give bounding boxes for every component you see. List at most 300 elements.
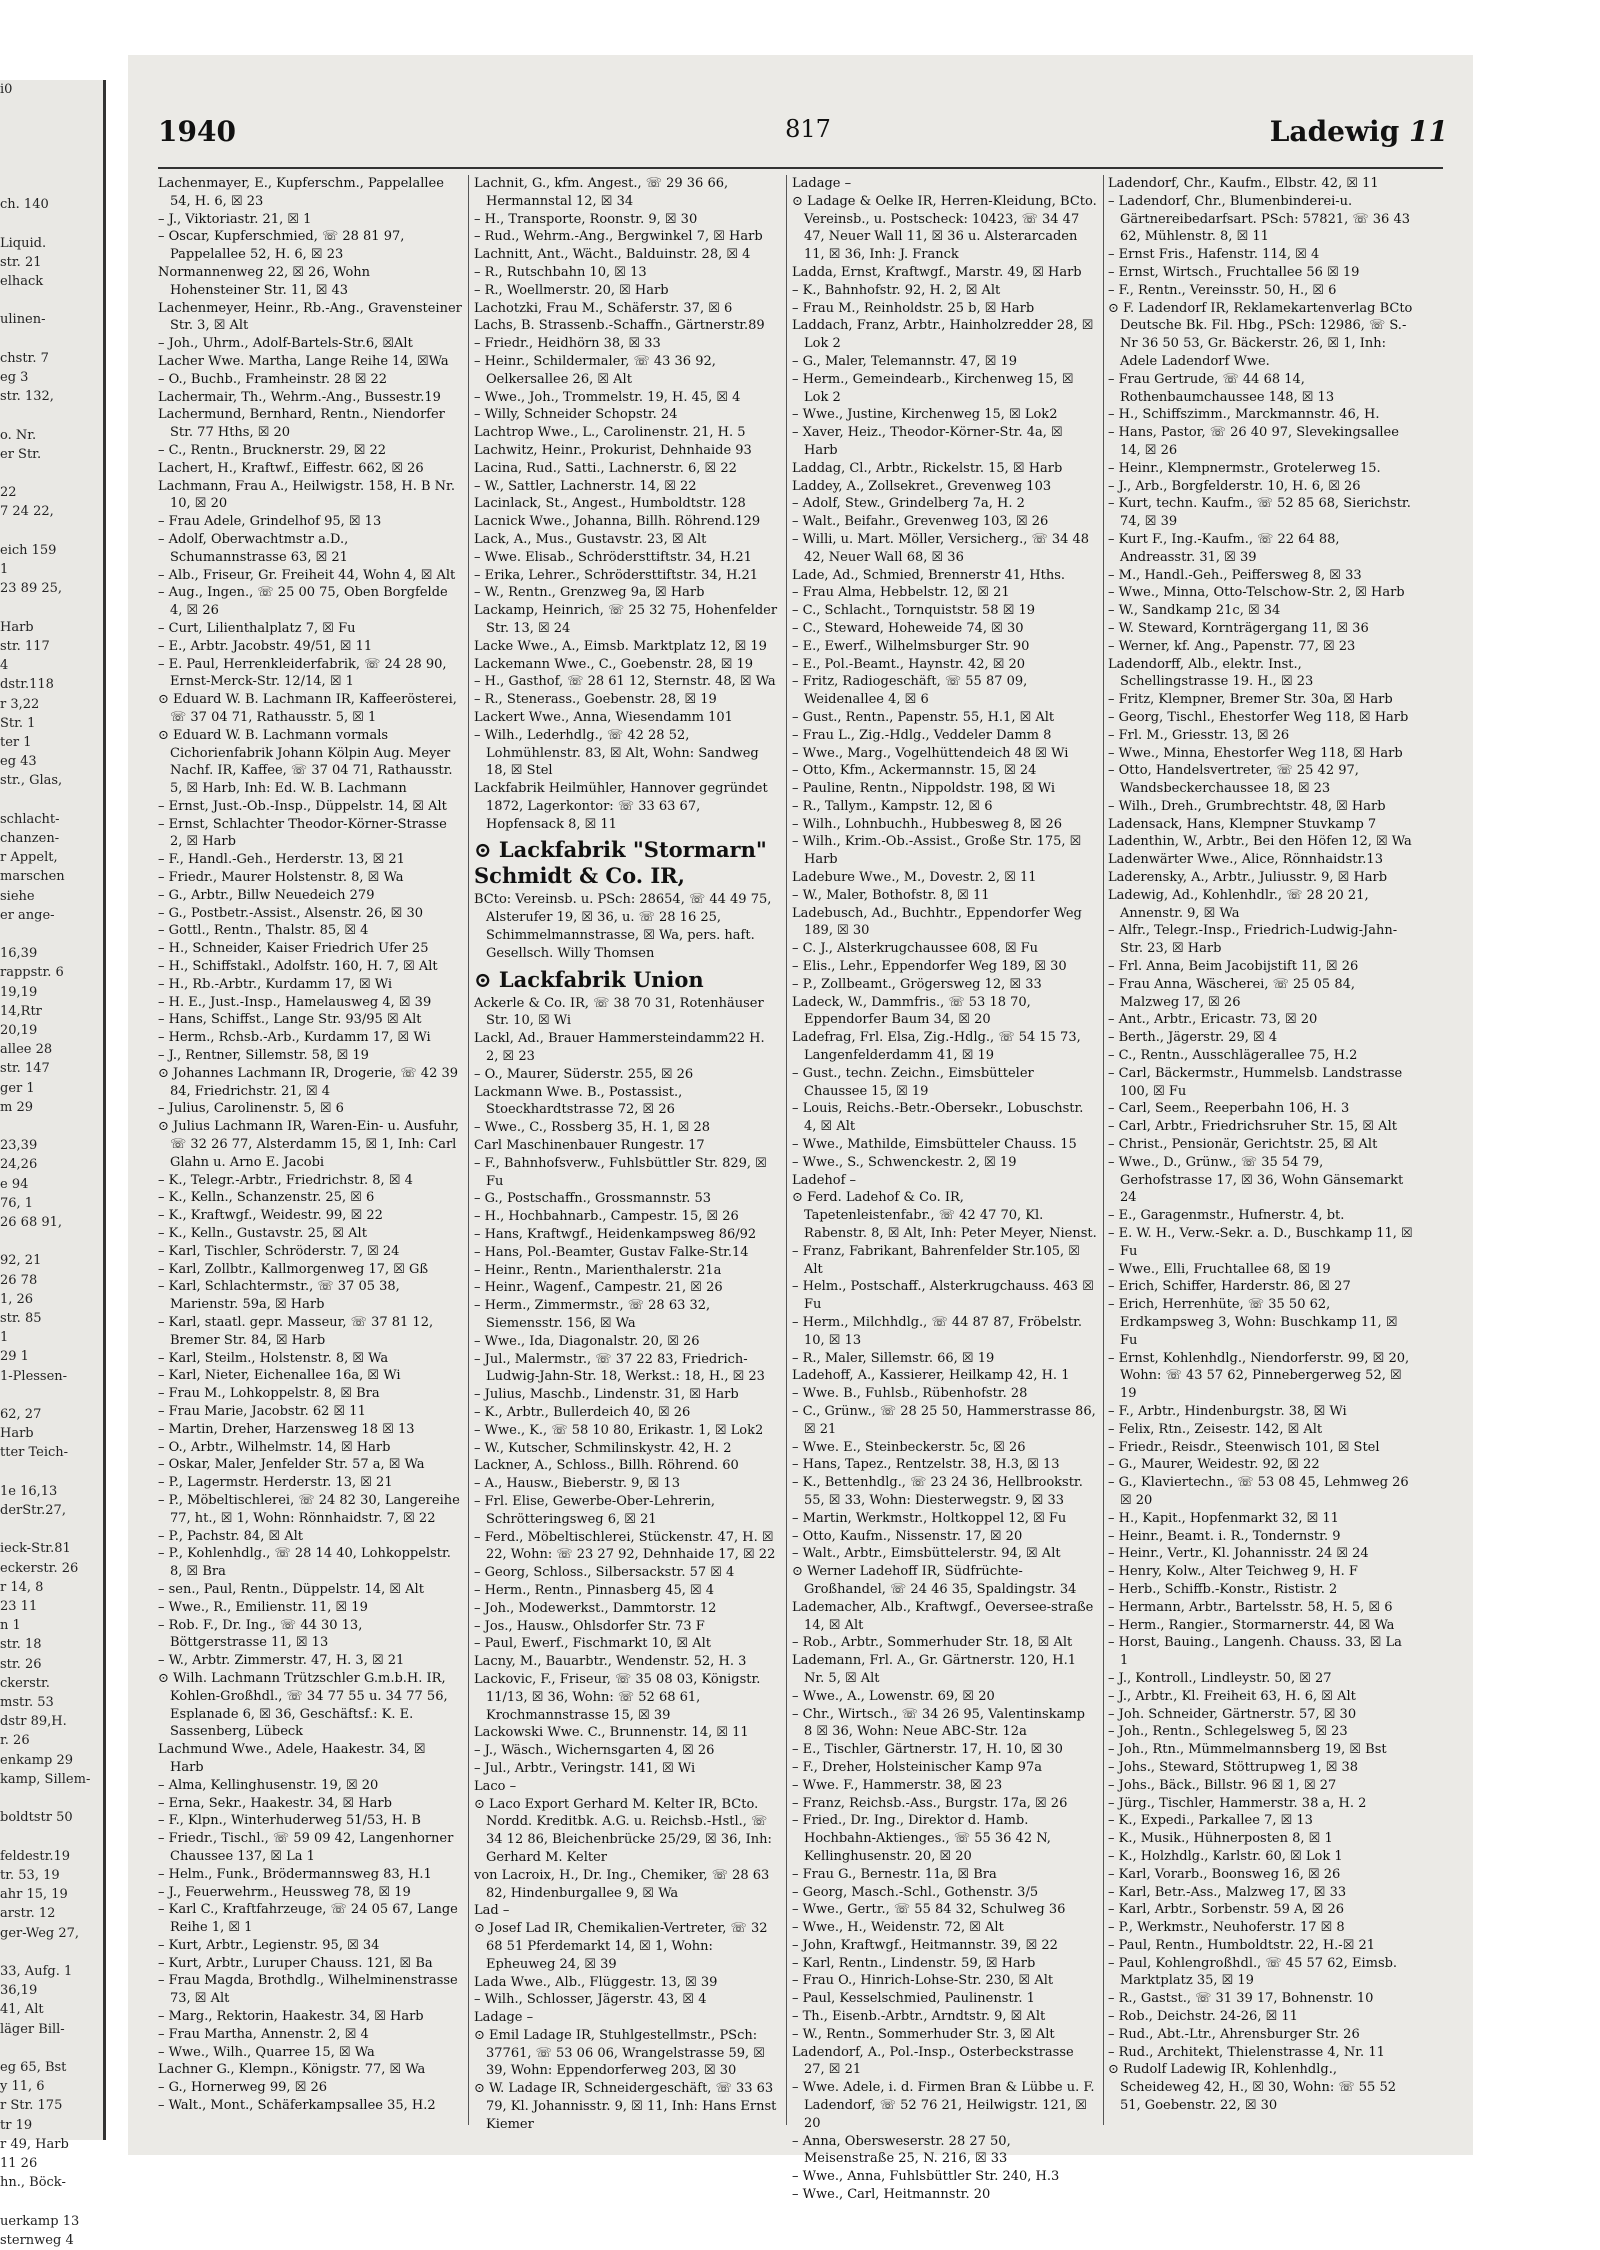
directory-entry: – Rob., Deichstr. 24-26, ☒ 11: [1108, 2009, 1298, 2025]
directory-entry: Laddag, Cl., Arbtr., Rickelstr. 15, ☒ Harb: [792, 460, 1063, 476]
directory-entry: – A., Hausw., Bieberstr. 9, ☒ 13: [474, 1476, 680, 1492]
directory-entry: – Joh. Schneider, Gärtnerstr. 57, ☒ 30: [1108, 1706, 1357, 1722]
left-fragment-line: er ange-: [0, 907, 55, 923]
directory-entry: – O., Buchb., Framheinstr. 28 ☒ 22: [158, 371, 388, 387]
directory-entry: – Hans, Pol.-Beamter, Gustav Falke-Str.14: [474, 1244, 749, 1260]
left-fragment-line: 1: [0, 562, 9, 578]
left-fragment-line: ger-Weg 27,: [0, 1925, 80, 1941]
directory-entry: – H., Rb.-Arbtr., Kurdamm 17, ☒ Wi: [158, 976, 393, 992]
left-fragment-line: str. 147: [0, 1061, 50, 1077]
directory-entry: Lackemann Wwe., C., Goebenstr. 28, ☒ 19: [474, 656, 754, 672]
directory-entry: – Louis, Reichs.-Betr.-Obersekr., Lobuschstr. 4, ☒ Alt: [792, 1101, 1084, 1135]
left-fragment-line: 11 26: [0, 2155, 38, 2171]
directory-entry: – Heinr., Wagenf., Campestr. 21, ☒ 26: [474, 1280, 723, 1296]
directory-entry: – H., Transporte, Roonstr. 9, ☒ 30: [474, 211, 698, 227]
left-fragment-line: [0, 1943, 103, 1962]
left-fragment-line: ahr 15, 19: [0, 1887, 68, 1903]
directory-entry: ⊙ Ladage & Oelke IR, Herren-Kleidung, BCto. Vereinsb., u. Postscheck: 10423, ☏ 34 47 47, Neuer Wall 11, ☒ 36 u. Alsterarcaden 11, ☒ 36, Inh: J. Franck: [792, 193, 1097, 263]
directory-entry: – P., Möbeltischlerei, ☏ 24 82 30, Langereihe 77, ht., ☒ 1, Wohn: Rönnhaidstr. 7, ☒ 22: [158, 1492, 460, 1526]
directory-entry: – Curt, Lilienthalplatz 7, ☒ Fu: [158, 620, 356, 636]
left-fragment-line: e 94: [0, 1176, 29, 1192]
directory-entry: – Ferd., Möbeltischlerei, Stückenstr. 47, H. ☒ 22, Wohn: ☏ 23 27 92, Dehnhaide 17, ☒ 22: [474, 1529, 776, 1563]
directory-entry: Lackovic, F., Friseur, ☏ 35 08 03, Königstr. 11/13, ☒ 36, Wohn: ☏ 52 68 61, Krochmannstrasse 15, ☒ 39: [474, 1671, 761, 1723]
left-fragment-line: [0, 1827, 103, 1846]
directory-entry: – Oscar, Kupferschmied, ☏ 28 81 97, Pappelallee 52, H. 6, ☒ 23: [158, 229, 405, 263]
left-fragment-line: 26 68 91,: [0, 1214, 63, 1230]
directory-entry: – Hans, Pastor, ☏ 26 40 97, Slevekingsallee 14, ☒ 26: [1108, 425, 1399, 458]
directory-entry: – Wilh., Dreh., Grumbrechtstr. 48, ☒ Harb: [1108, 798, 1386, 814]
directory-entry: – Werner, kf. Ang., Papenstr. 77, ☒ 23: [1108, 638, 1356, 654]
directory-entry: – J., Wäsch., Wichernsgarten 4, ☒ 26: [474, 1743, 715, 1759]
directory-entry: – Karl, Nieter, Eichenallee 16a, ☒ Wi: [158, 1368, 401, 1384]
directory-entry: – C., Grünw., ☏ 28 25 50, Hammerstrasse 86, ☒ 21: [792, 1403, 1096, 1437]
directory-entry: – Erika, Lehrer., Schrödersttiftstr. 34, H.21: [474, 567, 759, 583]
left-fragment-line: ch. 140: [0, 197, 49, 213]
directory-entry: – Wilh., Schlosser, Jägerstr. 43, ☒ 4: [474, 1992, 707, 2008]
left-fragment-line: o. Nr.: [0, 427, 37, 443]
directory-entry: Lacnick Wwe., Johanna, Billh. Röhrend.129: [474, 514, 761, 530]
column-divider: [468, 175, 469, 2125]
directory-entry: – Wwe., Gertr., ☏ 55 84 32, Schulweg 36: [792, 1902, 1066, 1918]
directory-entry: Laco –: [474, 1778, 517, 1794]
left-fragment-line: derStr.27,: [0, 1503, 66, 1519]
directory-entry: – Rud., Abt.-Ltr., Ahrensburger Str. 26: [1108, 2026, 1360, 2042]
directory-entry: Ladage –: [792, 176, 852, 191]
directory-entry: – Frl. Elise, Gewerbe-Ober-Lehrerin, Schrötteringsweg 6, ☒ 21: [474, 1493, 716, 1527]
directory-entry: – Franz, Reichsb.-Ass., Burgstr. 17a, ☒ 26: [792, 1795, 1068, 1811]
directory-entry: – Hans, Tapez., Rentzelstr. 38, H.3, ☒ 13: [792, 1457, 1060, 1473]
directory-entry: – Gust., techn. Zeichn., Eimsbütteler Chaussee 15, ☒ 19: [792, 1065, 1034, 1099]
directory-entry: Lachs, B. Strassenb.-Schaffn., Gärtnerstr.89: [474, 318, 765, 334]
left-fragment-line: 1: [0, 1330, 9, 1346]
left-fragment-line: 62, 27: [0, 1407, 42, 1423]
directory-entry: – Wwe., A., Lowenstr. 69, ☒ 20: [792, 1688, 995, 1704]
directory-entry: – M., Handl.-Geh., Peiffersweg 8, ☒ 33: [1108, 567, 1362, 583]
directory-entry: – Herm., Rentn., Pinnasberg 45, ☒ 4: [474, 1582, 715, 1598]
directory-entry: – E. Paul, Herrenkleiderfabrik, ☏ 24 28 90, Ernst-Merck-Str. 12/14, ☒ 1: [158, 656, 447, 690]
directory-entry: – R., Stenerass., Goebenstr. 28, ☒ 19: [474, 692, 717, 708]
directory-column-3: [792, 175, 1097, 2203]
directory-entry: – E., Tischler, Gärtnerstr. 17, H. 10, ☒ 30: [792, 1742, 1063, 1758]
directory-entry: Ladensack, Hans, Klempner Stuvkamp 7: [1108, 816, 1377, 832]
left-fragment-line: 19,19: [0, 984, 38, 1000]
directory-entry: – Friedr., Reisdr., Steenwisch 101, ☒ Stel: [1108, 1439, 1380, 1455]
directory-entry: – W., Rentn., Sommerhuder Str. 3, ☒ Alt: [792, 2026, 1055, 2042]
directory-entry: – R., Maler, Sillemstr. 66, ☒ 19: [792, 1350, 995, 1366]
directory-entry: – Carl, Bäckermstr., Hummelsb. Landstrasse 100, ☒ Fu: [1108, 1065, 1403, 1099]
directory-entry: – Gust., Rentn., Papenstr. 55, H.1, ☒ Alt: [792, 709, 1055, 725]
left-fragment-line: [0, 118, 103, 137]
directory-entry: – W. Steward, Kornträgergang 11, ☒ 36: [1108, 620, 1369, 636]
left-fragment-line: 76, 1: [0, 1195, 34, 1211]
directory-entry: Lademann, Frl. A., Gr. Gärtnerstr. 120, H.1 Nr. 5, ☒ Alt: [792, 1653, 1076, 1686]
directory-entry: Lade, Ad., Schmied, Brennerstr 41, Hths.: [792, 567, 1065, 583]
left-fragment-line: [0, 406, 103, 425]
directory-entry: – Herm., Milchhdlg., ☏ 44 87 87, Fröbelstr. 10, ☒ 13: [792, 1315, 1083, 1348]
directory-entry: Ladefrag, Frl. Elsa, Zig.-Hdlg., ☏ 54 15 73, Langenfelderdamm 41, ☒ 19: [792, 1030, 1081, 1064]
left-fragment-line: feldestr.19: [0, 1848, 71, 1864]
directory-entry: – K., Bettenhdlg., ☏ 23 24 36, Hellbrookstr. 55, ☒ 33, Wohn: Diesterwegstr. 9, ☒ 33: [792, 1475, 1083, 1508]
directory-entry: BCto: Vereinsb. u. PSch: 28654, ☏ 44 49 75, Alsterufer 19, ☒ 36, u. ☏ 28 16 25, Schimmelmannstrasse, ☒ Wa, pers. haft. Gesellsch. Willy Thomsen: [474, 892, 772, 961]
directory-entry: Lachner G., Klempn., Königstr. 77, ☒ Wa: [158, 2062, 426, 2078]
left-fragment-line: schlacht-: [0, 811, 60, 827]
directory-entry: Lad –: [474, 1903, 510, 1919]
directory-entry: Ladenthin, W., Arbtr., Bei den Höfen 12, ☒ Wa: [1108, 834, 1412, 850]
left-fragment-line: marschen: [0, 869, 65, 885]
directory-entry: Lackner, A., Schloss., Billh. Röhrend. 60: [474, 1458, 739, 1474]
directory-entry: – Ant., Arbtr., Ericastr. 73, ☒ 20: [1108, 1012, 1318, 1028]
directory-entry: – P., Lagermstr. Herderstr. 13, ☒ 21: [158, 1475, 393, 1491]
directory-entry: – J., Arbtr., Kl. Freiheit 63, H. 6, ☒ Alt: [1108, 1688, 1356, 1704]
directory-entry: – Carl, Seem., Reeperbahn 106, H. 3: [1108, 1101, 1350, 1117]
left-fragment-line: 14,Rtr: [0, 1003, 42, 1019]
directory-entry: ⊙ Emil Ladage IR, Stuhlgestellmstr., PSch: 37761, ☏ 53 06 06, Wrangelstrasse 59, ☒ 39, Wohn: Eppendorferweg 203, ☒ 30: [474, 2027, 765, 2079]
directory-entry: – Wwe., Ida, Diagonalstr. 20, ☒ 26: [474, 1333, 700, 1349]
left-fragment-line: 20,19: [0, 1022, 38, 1038]
directory-entry: – H. E., Just.-Insp., Hamelausweg 4, ☒ 39: [158, 994, 432, 1010]
directory-entry: – Karl, Arbtr., Sorbenstr. 59 A, ☒ 26: [1108, 1902, 1344, 1918]
directory-entry: – H., Schiffstakl., Adolfstr. 160, H. 7, ☒ Alt: [158, 959, 438, 975]
directory-entry: – Ernst, Wirtsch., Fruchtallee 56 ☒ 19: [1108, 264, 1360, 280]
directory-entry: – Franz, Fabrikant, Bahrenfelder Str.105, ☒ Alt: [792, 1243, 1080, 1277]
directory-entry: Lackamp, Heinrich, ☏ 25 32 75, Hohenfelder Str. 13, ☒ 24: [474, 603, 778, 636]
directory-entry: – Walt., Mont., Schäferkampsallee 35, H.2: [158, 2098, 436, 2114]
directory-entry: Lachmann, Frau A., Heilwigstr. 158, H. B Nr. 10, ☒ 20: [158, 478, 455, 512]
directory-entry: – Xaver, Heiz., Theodor-Körner-Str. 4a, ☒ Harb: [792, 425, 1063, 458]
directory-entry: – J., Rentner, Sillemstr. 58, ☒ 19: [158, 1048, 369, 1064]
directory-entry: – Frau G., Bernestr. 11a, ☒ Bra: [792, 1866, 997, 1882]
left-fragment-line: tr 19: [0, 2117, 33, 2133]
directory-entry: – Karl, Vorarb., Boonsweg 16, ☒ 26: [1108, 1866, 1341, 1882]
left-fragment-line: [0, 925, 103, 944]
directory-entry: – Wilh., Krim.-Ob.-Assist., Große Str. 175, ☒ Harb: [792, 834, 1082, 868]
directory-entry: – Georg, Masch.-Schl., Gothenstr. 3/5: [792, 1884, 1039, 1900]
directory-entry: – W., Sattler, Lachnerstr. 14, ☒ 22: [474, 478, 697, 494]
directory-entry: – R., Rutschbahn 10, ☒ 13: [474, 264, 647, 280]
directory-entry: – K., Holzhdlg., Karlstr. 60, ☒ Lok 1: [1108, 1848, 1343, 1864]
left-fragment-line: boldtstr 50: [0, 1810, 73, 1826]
left-fragment-line: uerkamp 13: [0, 2213, 80, 2229]
directory-entry: – John, Kraftwgf., Heitmannstr. 39, ☒ 22: [792, 1937, 1058, 1953]
left-fragment-line: enkamp 29: [0, 1752, 74, 1768]
directory-entry: – E. W. H., Verw.-Sekr. a. D., Buschkamp 11, ☒ Fu: [1108, 1226, 1413, 1259]
directory-entry: – W., Arbtr. Zimmerstr. 47, H. 3, ☒ 21: [158, 1653, 405, 1669]
left-fragment-line: 4: [0, 658, 9, 674]
directory-entry: – Berth., Jägerstr. 29, ☒ 4: [1108, 1030, 1278, 1046]
directory-entry: Ladehof –: [792, 1172, 857, 1188]
left-fragment-line: r 49, Harb: [0, 2136, 69, 2152]
left-fragment-line: 23 11: [0, 1599, 38, 1615]
directory-entry: – Carl, Arbtr., Friedrichsruher Str. 15, ☒ Alt: [1108, 1119, 1397, 1135]
directory-entry: – Elis., Lehr., Eppendorfer Weg 189, ☒ 30: [792, 959, 1067, 975]
directory-entry: – Hermann, Arbtr., Bartelsstr. 58, H. 5, ☒ 6: [1108, 1599, 1393, 1615]
directory-entry: Lackowski Wwe. C., Brunnenstr. 14, ☒ 11: [474, 1725, 749, 1741]
directory-entry: – Frl. Anna, Beim Jacobijstift 11, ☒ 26: [1108, 959, 1359, 975]
directory-entry: – Ernst Fris., Hafenstr. 114, ☒ 4: [1108, 247, 1320, 263]
left-fragment-line: 92, 21: [0, 1253, 42, 1269]
directory-entry: – Paul, Ewerf., Fischmarkt 10, ☒ Alt: [474, 1636, 712, 1652]
directory-entry: – Wwe., Minna, Otto-Telschow-Str. 2, ☒ Harb: [1108, 585, 1405, 601]
directory-entry: – Karl, Schlachtermstr., ☏ 37 05 38, Marienstr. 59a, ☒ Harb: [158, 1279, 400, 1313]
header-title: [1270, 115, 1448, 148]
directory-entry: Ladendorff, Alb., elektr. Inst., Schellingstrasse 19. H., ☒ 23: [1108, 656, 1314, 690]
directory-entry: – E., Pol.-Beamt., Haynstr. 42, ☒ 20: [792, 656, 1026, 672]
directory-entry: Lacher Wwe. Martha, Lange Reihe 14, ☒Wa: [158, 353, 449, 369]
directory-entry: – Erna, Sekr., Haakestr. 34, ☒ Harb: [158, 1795, 392, 1811]
directory-entry: – Heinr., Klempnermstr., Grotelerweg 15.: [1108, 460, 1381, 476]
left-fragment-line: 29 1: [0, 1349, 29, 1365]
directory-entry: – Wwe. Elisab., Schrödersttiftstr. 34, H.21: [474, 549, 752, 565]
directory-entry: Lachtrop Wwe., L., Carolinenstr. 21, H. 5: [474, 425, 746, 441]
directory-entry: – Johs., Bäck., Billstr. 96 ☒ 1, ☒ 27: [1108, 1777, 1337, 1793]
left-fragment-line: arstr. 12: [0, 1906, 56, 1922]
directory-entry: – Wwe. E., Steinbeckerstr. 5c, ☒ 26: [792, 1439, 1026, 1455]
directory-entry: – Aug., Ingen., ☏ 25 00 75, Oben Borgfelde 4, ☒ 26: [158, 585, 448, 619]
header-title-suffix: 11: [1409, 115, 1448, 148]
directory-entry: – Fritz, Radiogeschäft, ☏ 55 87 09, Weidenallee 4, ☒ 6: [792, 674, 1028, 708]
directory-entry: – Wwe., D., Grünw., ☏ 35 54 79, Gerhofstrasse 17, ☒ 36, Wohn Gänsemarkt 24: [1108, 1154, 1404, 1206]
header-rule: [158, 167, 1443, 169]
left-fragment-line: [0, 157, 103, 176]
directory-entry: – Otto, Kaufm., Nissenstr. 17, ☒ 20: [792, 1528, 1023, 1544]
directory-entry: – Rud., Architekt, Thielenstrasse 4, Nr. 11: [1108, 2044, 1385, 2060]
directory-entry: – Kurt, Arbtr., Legienstr. 95, ☒ 34: [158, 1937, 380, 1953]
directory-entry: ⊙ Rudolf Ladewig IR, Kohlenhdlg., Scheideweg 42, H., ☒ 30, Wohn: ☏ 55 52 51, Goebenstr. 22, ☒ 30: [1108, 2062, 1397, 2114]
left-fragment-line: elhack: [0, 274, 44, 290]
directory-entry: – Joh., Modewerkst., Dammtorstr. 12: [474, 1600, 717, 1616]
left-fragment-line: str. 21: [0, 254, 42, 270]
directory-entry: – Kurt, techn. Kaufm., ☏ 52 85 68, Sierichstr. 74, ☒ 39: [1108, 496, 1411, 530]
directory-entry: Lackmann Wwe. B., Postassist., Stoeckhardtstrasse 72, ☒ 26: [474, 1084, 683, 1118]
directory-entry: – H., Gasthof, ☏ 28 61 12, Sternstr. 48, ☒ Wa: [474, 674, 776, 690]
directory-entry: Lacke Wwe., A., Eimsb. Marktplatz 12, ☒ 19: [474, 638, 767, 654]
left-fragment-line: tr. 53, 19: [0, 1867, 60, 1883]
directory-entry: – K., Kelln., Schanzenstr. 25, ☒ 6: [158, 1190, 375, 1206]
left-fragment-line: str. 85: [0, 1311, 42, 1326]
directory-entry: – C., Schlacht., Tornquiststr. 58 ☒ 19: [792, 603, 1036, 619]
directory-entry: – Wwe. F., Hammerstr. 38, ☒ 23: [792, 1777, 1003, 1793]
directory-entry: – sen., Paul, Rentn., Düppelstr. 14, ☒ Alt: [158, 1581, 424, 1597]
directory-entry: – K., Kraftwgf., Weidestr. 99, ☒ 22: [158, 1208, 383, 1224]
directory-entry: – Helm., Funk., Brödermannsweg 83, H.1: [158, 1866, 432, 1882]
directory-entry: – Frau Gertrude, ☏ 44 68 14, Rothenbaumchaussee 148, ☒ 13: [1108, 371, 1335, 405]
directory-entry: – R., Gastst., ☏ 31 39 17, Bohnenstr. 10: [1108, 1991, 1374, 2007]
directory-entry: – Willi, u. Mart. Möller, Versicherg., ☏ 34 48 42, Neuer Wall 68, ☒ 36: [792, 531, 1090, 565]
directory-entry: ⊙ Josef Lad IR, Chemikalien-Vertreter, ☏ 32 68 51 Pferdemarkt 14, ☒ 1, Wohn: Epheuweg 24, ☒ 39: [474, 1921, 768, 1972]
directory-entry: – Frau O., Hinrich-Lohse-Str. 230, ☒ Alt: [792, 1973, 1054, 1989]
directory-entry: – Oskar, Maler, Jenfelder Str. 57 a, ☒ Wa: [158, 1457, 425, 1473]
directory-entry: – J., Kontroll., Lindleystr. 50, ☒ 27: [1108, 1670, 1332, 1686]
directory-entry: – P., Kohlenhdlg., ☏ 28 14 40, Lohkoppelstr. 8, ☒ Bra: [158, 1546, 451, 1580]
directory-entry: – F., Handl.-Geh., Herderstr. 13, ☒ 21: [158, 852, 405, 868]
left-fragment-line: kamp, Sillem-: [0, 1771, 91, 1787]
directory-entry: Lademacher, Alb., Kraftwgf., Oeversee-straße 14, ☒ Alt: [792, 1599, 1094, 1633]
directory-entry: – Friedr., Maurer Holstenstr. 8, ☒ Wa: [158, 870, 404, 886]
directory-entry: Lachmund Wwe., Adele, Haakestr. 34, ☒ Harb: [158, 1742, 426, 1775]
directory-entry: Lacina, Rud., Satti., Lachnerstr. 6, ☒ 22: [474, 460, 737, 476]
left-fragment-line: 33, Aufg. 1: [0, 1963, 73, 1979]
directory-entry: – Karl, Betr.-Ass., Malzweg 17, ☒ 33: [1108, 1884, 1347, 1900]
directory-entry: – K., Bahnhofstr. 92, H. 2, ☒ Alt: [792, 282, 1001, 298]
directory-entry: – Georg, Schloss., Silbersackstr. 57 ☒ 4: [474, 1565, 735, 1581]
directory-entry: – Fried., Dr. Ing., Direktor d. Hamb. Hochbahn-Aktienges., ☏ 55 36 42 N, Kellinghusenstr. 20, ☒ 20: [792, 1813, 1051, 1864]
directory-entry: – Herm., Gemeindearb., Kirchenweg 15, ☒ Lok 2: [792, 371, 1074, 405]
directory-entry: – Otto, Kfm., Ackermannstr. 15, ☒ 24: [792, 763, 1037, 779]
left-fragment-line: hn., Böck-: [0, 2175, 66, 2191]
left-fragment-line: chstr. 7: [0, 350, 49, 366]
directory-column-1: [158, 175, 463, 2125]
directory-entry: – F., Klpn., Winterhuderweg 51/53, H. B: [158, 1813, 421, 1829]
directory-entry: – Marg., Rektorin, Haakestr. 34, ☒ Harb: [158, 2009, 424, 2025]
left-fragment-line: 23,39: [0, 1138, 38, 1154]
directory-entry: – Gottl., Rentn., Thalstr. 85, ☒ 4: [158, 923, 369, 939]
directory-column-2: [474, 175, 779, 2132]
directory-entry: Ladendorf, Chr., Kaufm., Elbstr. 42, ☒ 11: [1108, 176, 1379, 191]
directory-entry: – Karl, staatl. gepr. Masseur, ☏ 37 81 12, Bremer Str. 84, ☒ Harb: [158, 1315, 434, 1348]
directory-entry: – P., Werkmstr., Neuhoferstr. 17 ☒ 8: [1108, 1920, 1345, 1936]
directory-entry: – Frau Alma, Hebbelstr. 12, ☒ 21: [792, 585, 1010, 601]
left-fragment-line: sternweg 4: [0, 2232, 74, 2248]
directory-entry: Lachnitt, Ant., Wächt., Balduinstr. 28, ☒ 4: [474, 247, 751, 263]
left-fragment-line: 23 89 25,: [0, 581, 63, 597]
left-fragment-line: ckerstr.: [0, 1675, 50, 1691]
directory-entry: – Jul., Arbtr., Veringstr. 141, ☒ Wi: [474, 1760, 696, 1776]
left-fragment-line: Liquid.: [0, 235, 47, 251]
left-fragment-line: [0, 522, 103, 541]
directory-entry: – Joh., Rentn., Schlegelsweg 5, ☒ 23: [1108, 1724, 1348, 1740]
directory-entry: – Julius, Maschb., Lindenstr. 31, ☒ Harb: [474, 1387, 739, 1403]
directory-entry: ⊙ W. Ladage IR, Schneidergeschäft, ☏ 33 63 79, Kl. Johannisstr. 9, ☒ 11, Inh: Hans Ernst Kiemer: [474, 2081, 777, 2132]
directory-entry: – Walt., Arbtr., Eimsbüttelerstr. 94, ☒ Alt: [792, 1546, 1061, 1562]
directory-entry: Lackert Wwe., Anna, Wiesendamm 101: [474, 709, 733, 725]
directory-entry: – Jos., Hausw., Ohlsdorfer Str. 73 F: [474, 1618, 705, 1634]
directory-entry: – O., Maurer, Süderstr. 255, ☒ 26: [474, 1066, 694, 1082]
directory-entry: – Wwe., S., Schwenckestr. 2, ☒ 19: [792, 1154, 1017, 1170]
directory-entry: Lachwitz, Heinr., Prokurist, Dehnhaide 93: [474, 442, 752, 458]
directory-entry: – Otto, Handelsvertreter, ☏ 25 42 97, Wandsbeckerchaussee 18, ☒ 23: [1108, 763, 1359, 797]
directory-entry: Lachermair, Th., Wehrm.-Ang., Bussestr.19: [158, 389, 441, 405]
directory-entry: – Helm., Postschaff., Alsterkrugchauss. 463 ☒ Fu: [792, 1279, 1094, 1313]
directory-entry: – G., Postschaffn., Grossmannstr. 53: [474, 1191, 712, 1207]
directory-entry: – R., Woellmerstr. 20, ☒ Harb: [474, 282, 669, 298]
directory-entry: – Wwe., Mathilde, Eimsbütteler Chauss. 15: [792, 1137, 1077, 1153]
directory-entry: – Ladendorf, Chr., Blumenbinderei-u. Gärtnereibedarfsart. PSch: 57821, ☏ 36 43 62, Mühlenstr. 8, ☒ 11: [1108, 193, 1410, 245]
directory-entry: – Herm., Rchsb.-Arb., Kurdamm 17, ☒ Wi: [158, 1030, 431, 1046]
left-fragment-line: str. 117: [0, 638, 50, 654]
directory-entry: – Wwe., Joh., Trommelstr. 19, H. 45, ☒ 4: [474, 389, 741, 405]
directory-entry: – Heinr., Vertr., Kl. Johannisstr. 24 ☒ 24: [1108, 1546, 1369, 1562]
left-fragment-line: ter 1: [0, 734, 32, 750]
directory-entry: – R., Tallym., Kampstr. 12, ☒ 6: [792, 798, 993, 814]
directory-entry: – H., Kapit., Hopfenmarkt 32, ☒ 11: [1108, 1510, 1339, 1526]
directory-entry: – Th., Eisenb.-Arbtr., Arndtstr. 9, ☒ Alt: [792, 2009, 1046, 2025]
left-fragment-line: dstr 89,H.: [0, 1714, 67, 1730]
directory-entry: Lachermund, Bernhard, Rentn., Niendorfer Str. 77 Hths, ☒ 20: [158, 407, 445, 441]
left-fragment-line: 36,19: [0, 1983, 38, 1999]
directory-entry: ⊙ Julius Lachmann IR, Waren-Ein- u. Ausfuhr, ☏ 32 26 77, Alsterdamm 15, ☒ 1, Inh: Carl Glahn u. Arno E. Jacobi: [158, 1119, 460, 1170]
left-fragment-line: eg 3: [0, 370, 29, 386]
directory-entry: – Kurt, Arbtr., Luruper Chauss. 121, ☒ Ba: [158, 1955, 433, 1971]
left-fragment-line: eg 43: [0, 754, 37, 770]
directory-entry: – Jul., Malermstr., ☏ 37 22 83, Friedrich-Ludwig-Jahn-Str. 18, Werkst.: 18, H., ☒ 23: [474, 1351, 765, 1385]
directory-entry: – G., Klaviertechn., ☏ 53 08 45, Lehmweg 26 ☒ 20: [1108, 1475, 1409, 1508]
left-fragment-line: allee 28: [0, 1042, 53, 1058]
left-fragment-line: rappstr. 6: [0, 965, 64, 981]
directory-entry: Lachenmayer, E., Kupferschm., Pappelallee 54, H. 6, ☒ 23: [158, 176, 444, 209]
directory-entry: Laddey, A., Zollsekret., Grevenweg 103: [792, 478, 1052, 494]
directory-entry: – Friedr., Heidhörn 38, ☒ 33: [474, 336, 661, 352]
directory-entry: – Heinr., Rentn., Marienthalerstr. 21a: [474, 1262, 722, 1278]
directory-entry: – Alb., Friseur, Gr. Freiheit 44, Wohn 4, ☒ Alt: [158, 567, 456, 583]
directory-entry: – Frau L., Zig.-Hdlg., Veddeler Damm 8: [792, 727, 1052, 743]
directory-entry: – F., Dreher, Holsteinischer Kamp 97a: [792, 1759, 1042, 1775]
left-fragment-line: 16,39: [0, 946, 38, 962]
directory-entry: – Rob. F., Dr. Ing., ☏ 44 30 13, Böttgerstrasse 11, ☒ 13: [158, 1617, 363, 1651]
left-fragment-line: m 29: [0, 1099, 34, 1115]
directory-entry: – Herm., Zimmermstr., ☏ 28 63 32, Siemensstr. 156, ☒ Wa: [474, 1298, 711, 1332]
directory-entry: Lackl, Ad., Brauer Hammersteindamm22 H. 2, ☒ 23: [474, 1031, 765, 1065]
directory-entry: – Anna, Obersweserstr. 28 27 50, Meisenstraße 25, N. 216, ☒ 33: [792, 2133, 1011, 2167]
directory-entry: – E., Garagenmstr., Hufnerstr. 4, bt.: [1108, 1208, 1345, 1224]
directory-entry: – Chr., Wirtsch., ☏ 34 26 95, Valentinskamp 8 ☒ 36, Wohn: Neue ABC-Str. 12a: [792, 1706, 1086, 1740]
directory-entry: – Wwe., K., ☏ 58 10 80, Erikastr. 1, ☒ Lok2: [474, 1422, 764, 1438]
header-title-name: Ladewig: [1269, 115, 1400, 148]
directory-entry: – C., Steward, Hoheweide 74, ☒ 30: [792, 620, 1024, 636]
left-fragment-line: er Str.: [0, 446, 42, 462]
column-divider: [1103, 175, 1104, 2125]
left-fragment-line: str. 26: [0, 1656, 42, 1672]
directory-entry: – Wwe., Wilh., Quarree 15, ☒ Wa: [158, 2044, 375, 2060]
left-fragment-line: str., Glas,: [0, 773, 63, 789]
directory-entry: – Johs., Steward, Stöttrupweg 1, ☒ 38: [1108, 1759, 1359, 1775]
directory-entry: – K., Musik., Hühnerposten 8, ☒ 1: [1108, 1831, 1333, 1847]
left-fragment-line: [0, 1232, 103, 1251]
directory-entry: Ladenwärter Wwe., Alice, Rönnhaidstr.13: [1108, 852, 1383, 868]
directory-entry: – Paul, Rentn., Humboldtstr. 22, H.-☒ 21: [1108, 1937, 1376, 1953]
left-fragment-line: [0, 99, 103, 118]
directory-entry: – H., Hochbahnarb., Campestr. 15, ☒ 26: [474, 1209, 739, 1225]
left-fragment-line: n 1: [0, 1618, 21, 1634]
directory-entry: Lachnit, G., kfm. Angest., ☏ 29 36 66, Hermannstal 12, ☒ 34: [474, 176, 729, 209]
directory-entry: ⊙ Wilh. Lachmann Trützschler G.m.b.H. IR, Kohlen-Großhdl., ☏ 34 77 55 u. 34 77 56, Esplanade 6, ☒ 36, Geschäftsf.: K. E. Sassenberg, Lübeck: [158, 1670, 448, 1740]
directory-entry: – Friedr., Tischl., ☏ 59 09 42, Langenhorner Chaussee 137, ☒ La 1: [158, 1831, 454, 1864]
directory-entry: – Hans, Kraftwgf., Heidenkampsweg 86/92: [474, 1227, 757, 1243]
left-fragment-line: 26 78: [0, 1272, 38, 1288]
left-fragment-line: chanzen-: [0, 830, 60, 846]
directory-entry: – Martin, Werkmstr., Holtkoppel 12, ☒ Fu: [792, 1510, 1067, 1526]
left-fragment-line: eich 159: [0, 542, 57, 558]
directory-entry: ⊙ F. Ladendorf IR, Reklamekartenverlag BCto Deutsche Bk. Fil. Hbg., PSch: 12986, ☏ S.-Nr 36 50 53, Gr. Bäckerstr. 26, ☒ 1, Inh: Adele Ladendorf Wwe.: [1108, 300, 1413, 369]
directory-entry: – Georg, Tischl., Ehestorfer Weg 118, ☒ Harb: [1108, 709, 1409, 725]
directory-entry: – Frau Adele, Grindelhof 95, ☒ 13: [158, 514, 382, 530]
directory-entry: Lack, A., Mus., Gustavstr. 23, ☒ Alt: [474, 531, 707, 547]
directory-entry: Laderensky, A., Arbtr., Juliusstr. 9, ☒ Harb: [1108, 870, 1388, 886]
directory-page: [128, 55, 1473, 2203]
directory-entry: – Joh., Rtn., Mümmelmannsberg 19, ☒ Bst: [1108, 1742, 1387, 1758]
left-page-fragment: [0, 80, 106, 2248]
directory-entry: – Adolf, Oberwachtmstr a.D., Schumannstrasse 63, ☒ 21: [158, 531, 349, 565]
directory-entry: – Wwe., Minna, Ehestorfer Weg 118, ☒ Harb: [1108, 745, 1403, 761]
directory-entry: – W., Sandkamp 21c, ☒ 34: [1108, 603, 1281, 619]
directory-entry: – Frl. M., Griesstr. 13, ☒ 26: [1108, 727, 1290, 743]
directory-entry: – Heinr., Schildermaler, ☏ 43 36 92, Oelkersallee 26, ☒ Alt: [474, 353, 716, 387]
directory-entry: Ladendorf, A., Pol.-Insp., Osterbeckstrasse 27, ☒ 21: [792, 2044, 1074, 2078]
directory-entry: Lachotzki, Frau M., Schäferstr. 37, ☒ 6: [474, 300, 733, 316]
directory-entry: – Frau M., Reinholdstr. 25 b, ☒ Harb: [792, 300, 1035, 316]
directory-entry: – Herb., Schiffb.-Konstr., Rististr. 2: [1108, 1581, 1338, 1597]
left-fragment-line: [0, 138, 103, 157]
directory-entry: – Karl C., Kraftfahrzeuge, ☏ 24 05 67, Lange Reihe 1, ☒ 1: [158, 1902, 458, 1936]
